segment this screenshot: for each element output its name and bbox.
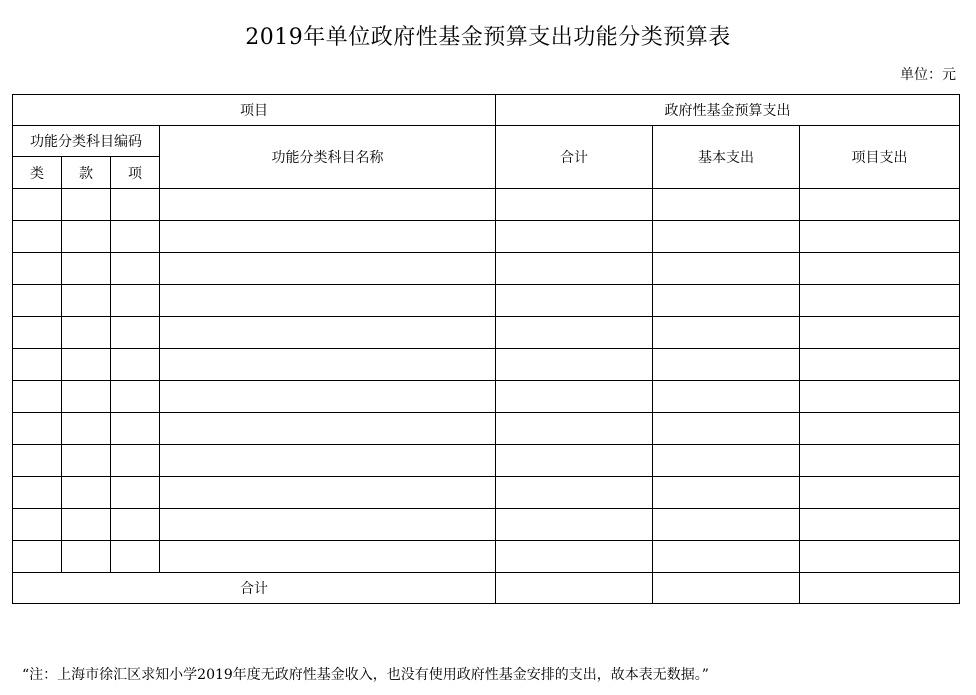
table-cell xyxy=(62,317,111,349)
table-cell xyxy=(13,509,62,541)
table-cell xyxy=(160,317,496,349)
table-cell xyxy=(160,349,496,381)
header-item: 项目 xyxy=(13,95,496,126)
table-cell xyxy=(800,541,960,573)
table-cell xyxy=(111,445,160,477)
total-cell xyxy=(496,573,653,604)
table-cell xyxy=(800,285,960,317)
table-row xyxy=(13,477,960,509)
table-row xyxy=(13,413,960,445)
table-cell xyxy=(653,349,800,381)
table-cell xyxy=(653,541,800,573)
footnote: “注：上海市徐汇区求知小学2019年度无政府性基金收入，也没有使用政府性基金安排的支出，故本表无数据。” xyxy=(22,667,709,683)
header-expenditure: 政府性基金预算支出 xyxy=(496,95,960,126)
table-cell xyxy=(13,381,62,413)
table-cell xyxy=(653,445,800,477)
table-cell xyxy=(800,445,960,477)
table-cell xyxy=(111,253,160,285)
table-cell xyxy=(13,317,62,349)
table-cell xyxy=(496,413,653,445)
table-cell xyxy=(160,189,496,221)
table-cell xyxy=(62,253,111,285)
total-basic-cell xyxy=(653,573,800,604)
table-cell xyxy=(13,221,62,253)
table-cell xyxy=(496,285,653,317)
table-cell xyxy=(653,253,800,285)
table-cell xyxy=(496,541,653,573)
table-row xyxy=(13,221,960,253)
table-cell xyxy=(653,413,800,445)
table-cell xyxy=(13,445,62,477)
table-cell xyxy=(160,285,496,317)
table-cell xyxy=(653,221,800,253)
table-cell xyxy=(13,413,62,445)
table-cell xyxy=(160,381,496,413)
table-cell xyxy=(800,317,960,349)
table-cell xyxy=(496,477,653,509)
table-cell xyxy=(800,381,960,413)
total-row-label: 合计 xyxy=(13,573,496,604)
table-cell xyxy=(111,413,160,445)
table-cell xyxy=(111,477,160,509)
table-cell xyxy=(496,381,653,413)
table-cell xyxy=(62,285,111,317)
table-cell xyxy=(800,509,960,541)
table-cell xyxy=(160,221,496,253)
table-cell xyxy=(653,381,800,413)
table-cell xyxy=(496,445,653,477)
table-cell xyxy=(800,349,960,381)
table-cell xyxy=(160,509,496,541)
table-cell xyxy=(800,413,960,445)
table-row xyxy=(13,381,960,413)
table-cell xyxy=(800,189,960,221)
subheader-item: 项 xyxy=(111,157,160,189)
page-title: 2019年单位政府性基金预算支出功能分类预算表 xyxy=(245,25,731,50)
table-cell xyxy=(496,189,653,221)
table-cell xyxy=(13,189,62,221)
table-cell xyxy=(62,349,111,381)
table-cell xyxy=(62,189,111,221)
table-cell xyxy=(111,381,160,413)
table-cell xyxy=(160,541,496,573)
header-total: 合计 xyxy=(496,126,653,189)
subheader-section: 款 xyxy=(62,157,111,189)
total-project-cell xyxy=(800,573,960,604)
budget-table xyxy=(12,94,960,604)
table-cell xyxy=(111,189,160,221)
table-cell xyxy=(653,509,800,541)
unit-label: 单位：元 xyxy=(900,67,956,83)
table-cell xyxy=(653,285,800,317)
table-cell xyxy=(160,477,496,509)
table-cell xyxy=(62,509,111,541)
subheader-class: 类 xyxy=(13,157,62,189)
table-cell xyxy=(800,221,960,253)
table-cell xyxy=(496,349,653,381)
table-cell xyxy=(62,477,111,509)
table-cell xyxy=(62,445,111,477)
table-cell xyxy=(62,541,111,573)
table-row xyxy=(13,253,960,285)
table-cell xyxy=(111,349,160,381)
table-cell xyxy=(160,253,496,285)
table-cell xyxy=(111,317,160,349)
table-cell xyxy=(496,317,653,349)
header-basic: 基本支出 xyxy=(653,126,800,189)
table-body xyxy=(13,189,960,573)
header-code: 功能分类科目编码 xyxy=(13,126,160,157)
table-cell xyxy=(496,221,653,253)
table-cell xyxy=(800,477,960,509)
header-name: 功能分类科目名称 xyxy=(160,126,496,189)
table-cell xyxy=(111,285,160,317)
table-cell xyxy=(111,541,160,573)
table-row xyxy=(13,445,960,477)
table-row xyxy=(13,317,960,349)
table-cell xyxy=(160,413,496,445)
table-cell xyxy=(62,221,111,253)
table-cell xyxy=(800,253,960,285)
table-row xyxy=(13,285,960,317)
table-cell xyxy=(13,477,62,509)
table-cell xyxy=(13,349,62,381)
table-row xyxy=(13,189,960,221)
table-row xyxy=(13,349,960,381)
table-cell xyxy=(160,445,496,477)
table-cell xyxy=(111,221,160,253)
table-cell xyxy=(496,253,653,285)
table-cell xyxy=(653,317,800,349)
table-row xyxy=(13,509,960,541)
header-project: 项目支出 xyxy=(800,126,960,189)
table-cell xyxy=(62,381,111,413)
table-row xyxy=(13,541,960,573)
table-cell xyxy=(653,477,800,509)
table-cell xyxy=(13,541,62,573)
table-cell xyxy=(653,189,800,221)
table-cell xyxy=(496,509,653,541)
table-cell xyxy=(13,285,62,317)
table-cell xyxy=(62,413,111,445)
table-cell xyxy=(111,509,160,541)
table-cell xyxy=(13,253,62,285)
